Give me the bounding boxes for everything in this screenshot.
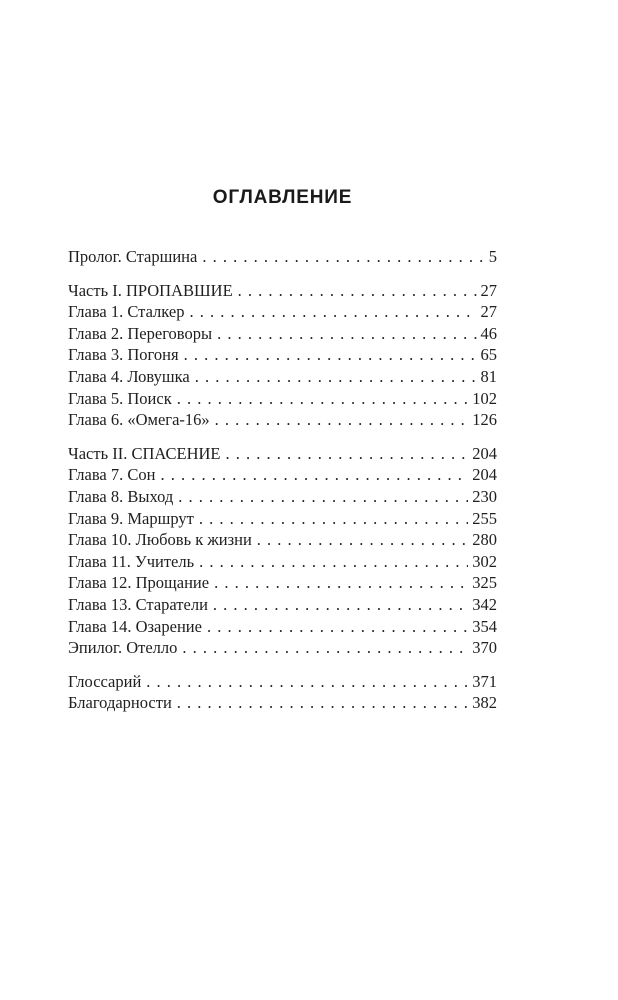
toc-entry-label: Глава 5. Поиск [68,388,172,408]
dot-leader [178,486,468,508]
toc-entry [68,551,497,573]
dot-leader [238,280,477,302]
toc-entry-page: 382 [472,693,497,713]
toc-entry-page: 46 [480,323,497,343]
dot-leader [177,692,468,714]
toc-entry-page: 255 [472,508,497,528]
toc-entry [68,344,497,366]
toc-entry-label: Глава 8. Выход [68,486,174,506]
toc-entry-page: 204 [472,465,497,485]
toc-entry-page: 126 [472,410,497,430]
toc-entry [68,464,497,486]
toc-entry [68,301,497,323]
toc-entry [68,280,497,302]
toc-entry [68,637,497,659]
toc-entry [68,529,497,551]
toc-entry [68,692,497,714]
toc-entry-label: Глава 14. Озарение [68,616,202,636]
dot-leader [217,323,476,345]
toc-entry-label: Часть II. СПАСЕНИЕ [68,443,221,463]
toc-entry [68,486,497,508]
toc-entry [68,671,497,693]
toc-entry-label: Глава 11. Учитель [68,551,195,571]
toc-entry [68,594,497,616]
toc-entry-label: Эпилог. Отелло [68,638,178,658]
toc-group-part-1 [68,280,497,431]
dot-leader [225,443,468,465]
toc-group-part-2 [68,443,497,659]
dot-leader [189,301,476,323]
dot-leader [202,246,484,268]
toc-entry [68,616,497,638]
toc-entry-page: 27 [480,280,497,300]
toc-entry-page: 102 [472,388,497,408]
toc-entry-label: Глава 7. Сон [68,465,156,485]
toc-group-backmatter [68,671,497,714]
toc-entry-page: 81 [480,366,497,386]
toc-entry-page: 230 [472,486,497,506]
toc-entry-page: 27 [480,302,497,322]
toc-entry-label: Пролог. Старшина [68,247,198,266]
dot-leader [199,551,468,573]
toc-entry-label: Часть I. ПРОПАВШИЕ [68,280,233,300]
toc-entry-label: Глава 10. Любовь к жизни [68,530,252,550]
toc-entry [68,323,497,345]
toc-entry-label: Глава 6. «Омега-16» [68,410,210,430]
toc-entry-label: Глава 13. Старатели [68,594,208,614]
toc-entry [68,388,497,410]
page-title: ОГЛАВЛЕНИЕ [212,187,353,208]
toc-entry-page: 280 [472,530,497,550]
dot-leader [213,594,468,616]
toc-entry [68,409,497,431]
dot-leader [184,344,477,366]
toc-entry-label: Глава 1. Сталкер [68,302,185,322]
dot-leader [215,409,469,431]
dot-leader [207,616,468,638]
toc-entry-label: Глава 2. Переговоры [68,323,213,343]
toc-entry-page: 371 [472,671,497,691]
toc-entry [68,366,497,388]
toc-entry-label: Глава 12. Прощание [68,573,210,593]
toc-entry-page: 325 [472,573,497,593]
dot-leader [199,508,468,530]
dot-leader [146,671,468,693]
toc-entry [68,246,497,268]
toc-entry-page: 65 [480,345,497,365]
toc-entry-label: Глоссарий [68,671,142,691]
table-of-contents [68,246,497,714]
toc-entry-page: 5 [488,247,497,266]
dot-leader [182,637,468,659]
toc-entry [68,508,497,530]
toc-entry-label: Благодарности [68,693,172,713]
toc-entry [68,572,497,594]
toc-entry-page: 204 [472,443,497,463]
dot-leader [195,366,477,388]
toc-entry [68,443,497,465]
dot-leader [177,388,469,410]
toc-entry-label: Глава 3. Погоня [68,345,179,365]
dot-leader [214,572,468,594]
dot-leader [257,529,468,551]
toc-entry-page: 354 [472,616,497,636]
toc-entry-label: Глава 4. Ловушка [68,366,190,386]
toc-entry-page: 342 [472,594,497,614]
dot-leader [160,464,468,486]
toc-entry-page: 302 [472,551,497,571]
toc-group-prologue [68,246,497,268]
toc-entry-label: Глава 9. Маршрут [68,508,194,528]
toc-entry-page: 370 [472,638,497,658]
